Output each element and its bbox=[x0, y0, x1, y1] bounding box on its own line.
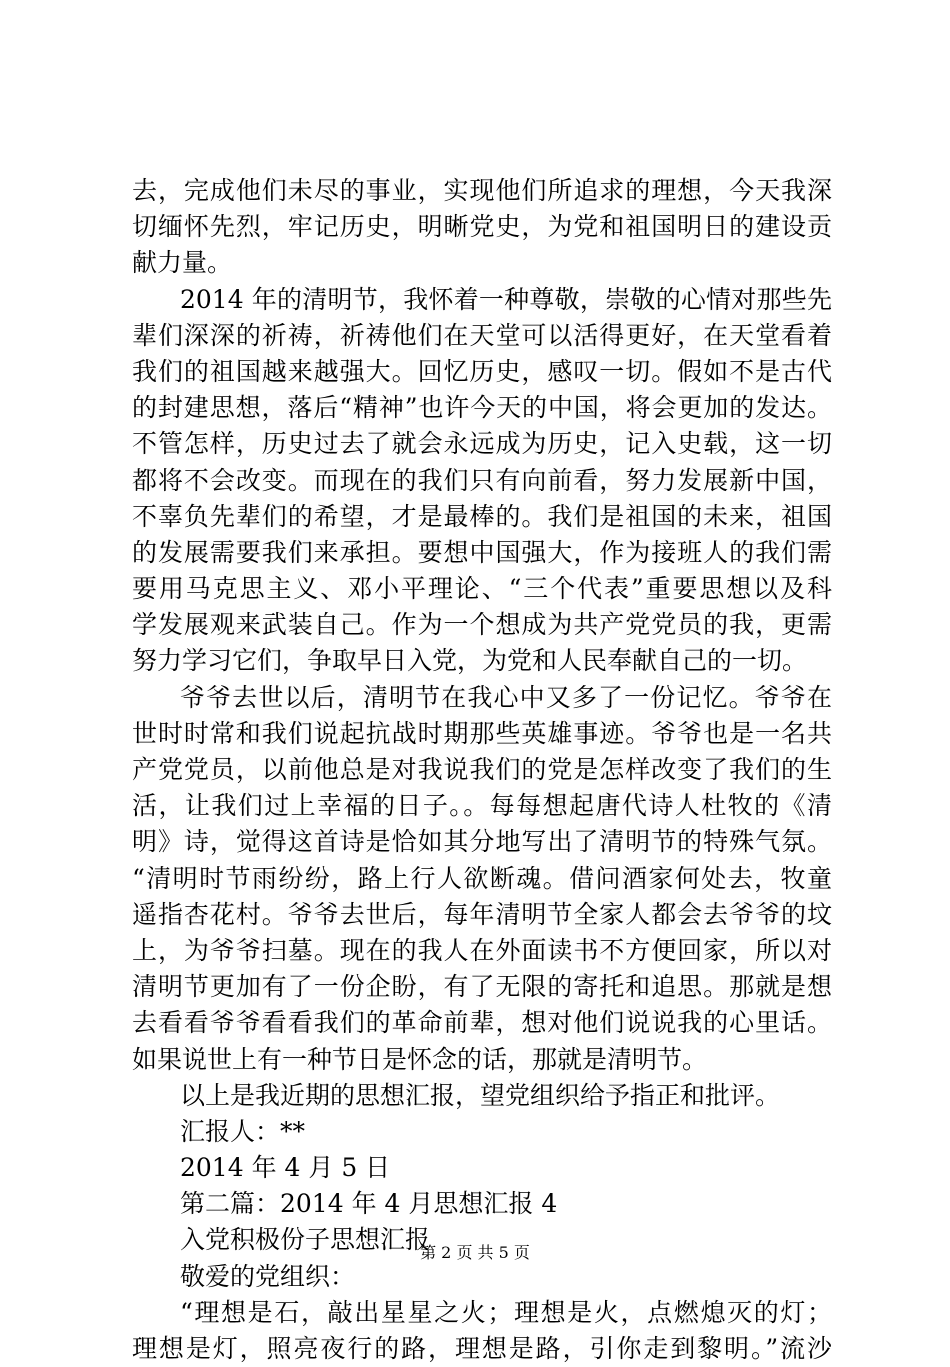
text-line: 清明节更加有了一份企盼，有了无限的寄托和追思。那就是想 bbox=[132, 972, 832, 1002]
text-line: 产党党员，以前他总是对我说我们的党是怎样改变了我们的生 bbox=[132, 755, 832, 784]
text-line: 如果说世上有一种节日是怀念的话，那就是清明节。 bbox=[132, 1044, 708, 1074]
text-line: 去看看爷爷看看我们的革命前辈，想对他们说说我的心里话。 bbox=[132, 1008, 832, 1038]
text-line: 明》诗，觉得这首诗是恰如其分地写出了清明节的特殊气氛。 bbox=[132, 827, 832, 857]
document-body bbox=[132, 173, 832, 1367]
paragraph-start-line: 2014 年的清明节，我怀着一种尊敬，崇敬的心情对那些先 bbox=[180, 284, 832, 314]
text-line: 不辜负先辈们的希望，才是最棒的。我们是祖国的未来，祖国 bbox=[132, 501, 832, 531]
reporter-line: 汇报人：** bbox=[180, 1116, 306, 1146]
paragraph-start-line: 以上是我近期的思想汇报，望党组织给予指正和批评。 bbox=[180, 1080, 781, 1110]
text-line: 去，完成他们未尽的事业，实现他们所追求的理想，今天我深 bbox=[132, 176, 832, 205]
section-heading: 第二篇：2014 年 4 月思想汇报 4 bbox=[180, 1189, 558, 1219]
text-line: 上，为爷爷扫墓。现在的我人在外面读书不方便回家，所以对 bbox=[132, 935, 832, 965]
text-line: 学发展观来武装自己。作为一个想成为共产党党员的我，更需 bbox=[132, 610, 832, 640]
paragraph-start-line: “理想是石，敲出星星之火；理想是火，点燃熄灭的灯； bbox=[180, 1297, 832, 1327]
text-line: 献力量。 bbox=[132, 248, 233, 278]
text-line: 我们的祖国越来越强大。回忆历史，感叹一切。假如不是古代 bbox=[132, 356, 832, 386]
text-line: 世时时常和我们说起抗战时期那些英雄事迹。爷爷也是一名共 bbox=[132, 718, 832, 748]
date-line: 2014 年 4 月 5 日 bbox=[180, 1153, 391, 1183]
text-line: 的封建思想，落后“精神”也许今天的中国，将会更加的发达。 bbox=[132, 393, 832, 423]
text-line: 理想是灯，照亮夜行的路，理想是路，引你走到黎明。”流沙 bbox=[132, 1334, 832, 1363]
text-line: 的发展需要我们来承担。要想中国强大，作为接班人的我们需 bbox=[132, 537, 832, 567]
paragraph-start-line: 爷爷去世以后，清明节在我心中又多了一份记忆。爷爷在 bbox=[180, 682, 832, 712]
text-line: “清明时节雨纷纷，路上行人欲断魂。借问酒家何处去，牧童 bbox=[132, 863, 832, 893]
page-number-footer: 第 2 页 共 5 页 bbox=[420, 1243, 530, 1262]
text-line: 不管怎样，历史过去了就会永远成为历史，记入史载，这一切 bbox=[132, 429, 832, 459]
text-line: 要用马克思主义、邓小平理论、“三个代表”重要思想以及科 bbox=[132, 574, 832, 604]
text-line: 都将不会改变。而现在的我们只有向前看，努力发展新中国， bbox=[132, 465, 832, 495]
text-line: 活，让我们过上幸福的日子。。每每想起唐代诗人杜牧的《清 bbox=[132, 791, 832, 821]
report-title: 入党积极份子思想汇报 bbox=[180, 1225, 431, 1255]
salutation: 敬爱的党组织： bbox=[180, 1261, 356, 1291]
text-line: 辈们深深的祈祷，祈祷他们在天堂可以活得更好，在天堂看着 bbox=[132, 320, 832, 350]
text-line: 努力学习它们，争取早日入党，为党和人民奉献自己的一切。 bbox=[132, 646, 808, 676]
text-line: 遥指杏花村。爷爷去世后，每年清明节全家人都会去爷爷的坟 bbox=[132, 899, 832, 929]
text-line: 切缅怀先烈，牢记历史，明晰党史，为党和祖国明日的建设贡 bbox=[132, 212, 832, 242]
